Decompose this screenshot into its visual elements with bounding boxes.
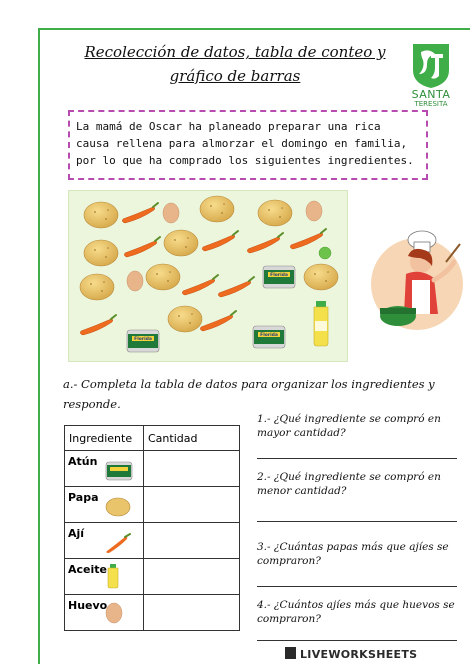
header-ingredient: Ingrediente [65,426,144,451]
worksheet-title [80,40,390,88]
potato-icon [164,230,198,256]
chili-pepper-icon [105,533,133,553]
ingredient-label: Atún [68,455,98,468]
logo-text-santa: SANTA [411,88,451,101]
chili-pepper-icon [290,229,326,249]
instruction-text: a.- Completa la tabla de datos para organizar los ingredientes y responde. [63,377,435,411]
egg-icon [127,271,143,291]
chili-pepper-icon [218,277,254,297]
quantity-cell[interactable] [144,523,240,559]
question-2: 2.- ¿Qué ingrediente se compró en menor cantidad? [257,471,441,497]
ingredient-label: Huevo [68,599,108,612]
header-quantity: Cantidad [144,426,240,451]
chili-pepper-icon [122,203,158,223]
ingredient-cell-oil [65,559,144,595]
tuna-can-icon [105,461,133,481]
quantity-cell[interactable] [144,559,240,595]
tuna-can-icon [263,266,295,288]
chili-pepper-icon [247,233,283,253]
ingredient-cell-chili [65,523,144,559]
answer-line-4[interactable] [257,640,457,641]
potato-icon [84,202,118,228]
table-row [65,451,240,487]
table-row [65,559,240,595]
potato-icon [80,274,114,300]
egg-icon [163,203,179,223]
egg-icon [105,602,123,624]
ingredients-picture: Florida [68,190,348,362]
quantity-cell[interactable] [144,451,240,487]
title-line-1: Recolección de datos, tabla de conteo y [84,43,386,61]
ingredient-label: Papa [68,491,99,504]
data-table [64,425,240,631]
table-row [65,487,240,523]
logo-text-teresita: TERESITA [414,100,448,108]
potato-icon [200,196,234,222]
potato-icon [304,264,338,290]
ingredient-cell-potato [65,487,144,523]
cook-illustration [368,222,466,342]
story-box: La mamá de Oscar ha planeado preparar una rica causa rellena para almorzar el domingo en familia, por lo que ha comprado los siguientes ingredientes. [68,110,428,180]
potato-icon [258,200,292,226]
question-1: 1.- ¿Qué ingrediente se compró en mayor cantidad? [257,413,441,439]
table-row [65,595,240,631]
answer-line-3[interactable] [257,586,457,587]
question-4: 4.- ¿Cuántos ajíes más que huevos se compraron? [257,599,455,625]
table-header-row [65,426,240,451]
liveworksheets-logo-icon [285,647,296,659]
chili-pepper-icon [124,237,160,257]
tuna-can-icon [127,330,159,352]
potato-icon [84,240,118,266]
oil-bottle-icon [314,301,328,346]
lime-icon [319,247,331,259]
chili-pepper-icon [80,315,116,335]
chili-pepper-icon [182,275,218,295]
oil-bottle-icon [105,564,121,588]
answer-line-2[interactable] [257,521,457,522]
answer-line-1[interactable] [257,458,457,459]
potato-icon [168,306,202,332]
question-3: 3.- ¿Cuántas papas más que ajíes se compraron? [257,541,449,567]
egg-icon [306,201,322,221]
potato-icon [105,497,131,517]
footer-brand: LIVEWORKSHEETS [300,648,418,661]
table-row [65,523,240,559]
potato-icon [146,264,180,290]
tuna-can-icon [253,326,285,348]
ingredient-label: Ají [68,527,85,540]
quantity-cell[interactable] [144,487,240,523]
ingredient-cell-egg [65,595,144,631]
quantity-cell[interactable] [144,595,240,631]
chili-pepper-icon [202,231,238,251]
ingredient-cell-tuna [65,451,144,487]
ingredient-label: Aceite [68,563,107,576]
title-line-2: gráfico de barras [169,67,301,85]
chili-pepper-icon [200,311,236,331]
